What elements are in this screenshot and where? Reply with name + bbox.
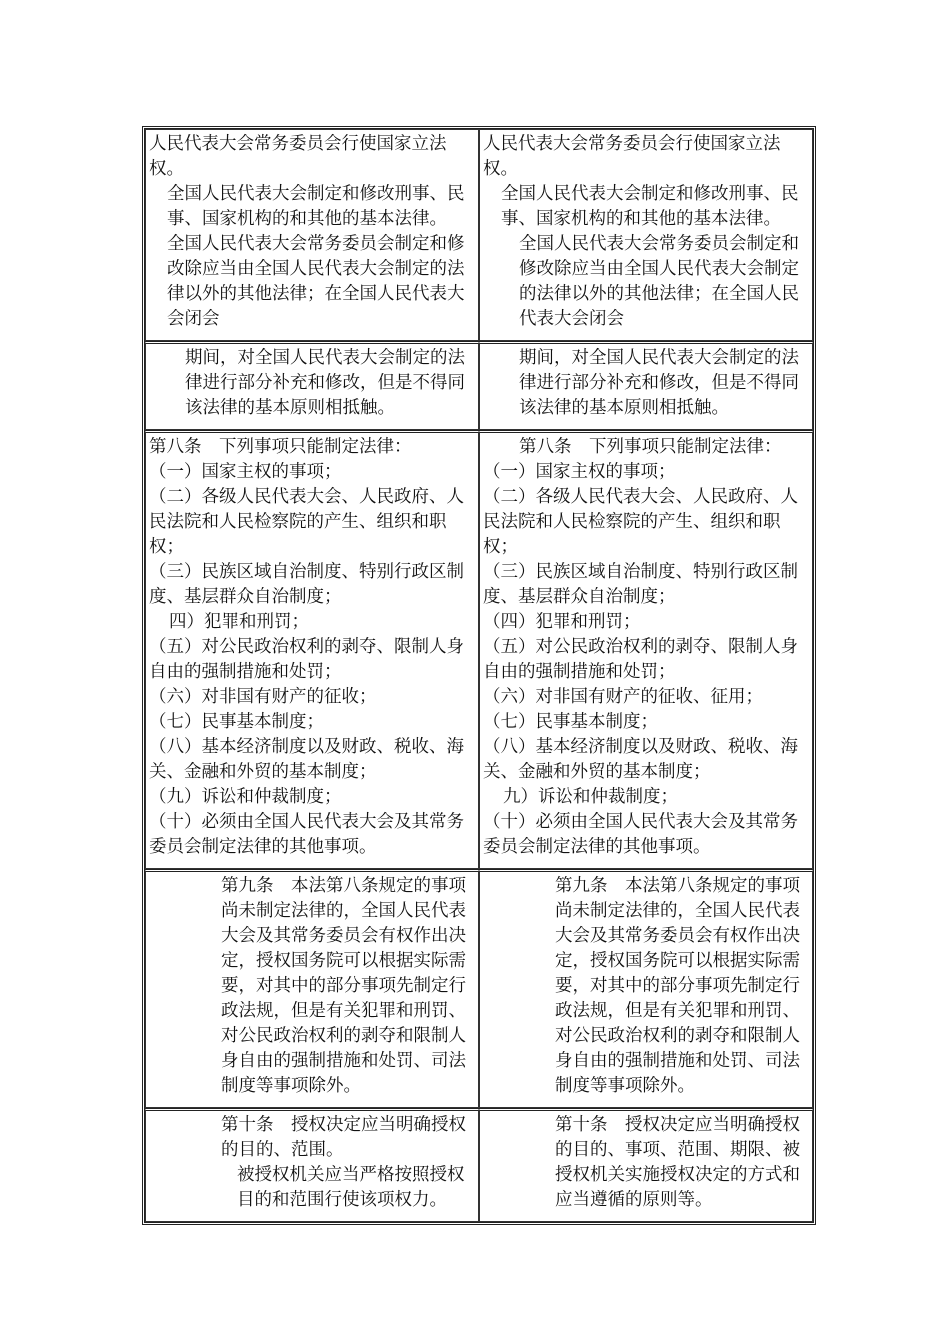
left-cell-article-8 (145, 430, 479, 869)
list-item: 九）诉讼和仲裁制度； (503, 787, 678, 807)
paragraph: 期间，对全国人民代表大会制定的法律进行部分补充和修改，但是不得同该法律的基本原则相抵触。 (185, 348, 465, 418)
list-item: 四）犯罪和刑罚； (169, 612, 309, 632)
paragraph: 第十条 授权决定应当明确授权的目的、事项、范围、期限、被授权机关实施授权决定的方式和应当遵循的原则等。 (555, 1115, 800, 1210)
paragraph: 被授权机关应当严格按照授权目的和范围行使该项权力。 (237, 1165, 465, 1210)
right-cell-article-9 (479, 869, 813, 1108)
right-cell-article-10 (479, 1108, 813, 1222)
left-cell-recess-period (145, 341, 479, 430)
list-item: （三）民族区域自治制度、特别行政区制度、基层群众自治制度； (483, 562, 798, 607)
list-item: （五）对公民政治权利的剥夺、限制人身自由的强制措施和处罚； (483, 637, 798, 682)
list-item: （四）犯罪和刑罚； (483, 612, 641, 632)
table-row (145, 869, 813, 1108)
list-item: （五）对公民政治权利的剥夺、限制人身自由的强制措施和处罚； (149, 637, 464, 682)
list-item: （六）对非国有财产的征收、征用； (483, 687, 763, 707)
list-item: （八）基本经济制度以及财政、税收、海关、金融和外贸的基本制度； (149, 737, 464, 782)
paragraph: 全国人民代表大会制定和修改刑事、民事、国家机构的和其他的基本法律。 (501, 184, 799, 229)
article-heading: 第八条 下列事项只能制定法律： (149, 437, 412, 457)
list-item: （八）基本经济制度以及财政、税收、海关、金融和外贸的基本制度； (483, 737, 798, 782)
law-comparison-table (142, 126, 816, 1225)
article-heading: 第八条 下列事项只能制定法律： (519, 437, 782, 457)
list-item: （十）必须由全国人民代表大会及其常务委员会制定法律的其他事项。 (483, 812, 798, 857)
list-item: （一）国家主权的事项； (483, 462, 676, 482)
table-row (145, 1108, 813, 1222)
list-item: （一）国家主权的事项； (149, 462, 342, 482)
left-cell-article-9 (145, 869, 479, 1108)
list-item: （七）民事基本制度； (149, 712, 324, 732)
table-row (145, 430, 813, 869)
list-item: （三）民族区域自治制度、特别行政区制度、基层群众自治制度； (149, 562, 464, 607)
list-item: （六）对非国有财产的征收； (149, 687, 377, 707)
list-item: （二）各级人民代表大会、人民政府、人民法院和人民检察院的产生、组织和职权； (483, 487, 798, 557)
law-comparison-table-container (142, 126, 808, 1225)
paragraph: 全国人民代表大会制定和修改刑事、民事、国家机构的和其他的基本法律。 (167, 184, 465, 229)
list-item: （九）诉讼和仲裁制度； (149, 787, 342, 807)
left-cell-legislative-power (145, 129, 479, 341)
right-cell-article-8 (479, 430, 813, 869)
right-cell-recess-period (479, 341, 813, 430)
paragraph: 全国人民代表大会常务委员会制定和修改除应当由全国人民代表大会制定的法律以外的其他法律；在全国人民代表大会闭会 (167, 234, 465, 329)
list-item: （二）各级人民代表大会、人民政府、人民法院和人民检察院的产生、组织和职权； (149, 487, 464, 557)
paragraph: 人民代表大会常务委员会行使国家立法权。 (483, 134, 781, 179)
list-item: （十）必须由全国人民代表大会及其常务委员会制定法律的其他事项。 (149, 812, 464, 857)
table-row (145, 129, 813, 341)
left-cell-article-10 (145, 1108, 479, 1222)
paragraph: 人民代表大会常务委员会行使国家立法权。 (149, 134, 447, 179)
paragraph: 第十条 授权决定应当明确授权的目的、范围。 (221, 1115, 466, 1160)
table-row (145, 341, 813, 430)
paragraph: 全国人民代表大会常务委员会制定和修改除应当由全国人民代表大会制定的法律以外的其他法律；在全国人民代表大会闭会 (519, 234, 799, 329)
list-item: （七）民事基本制度； (483, 712, 658, 732)
right-cell-legislative-power (479, 129, 813, 341)
paragraph: 第九条 本法第八条规定的事项尚未制定法律的，全国人民代表大会及其常务委员会有权作出决定，授权国务院可以根据实际需要，对其中的部分事项先制定行政法规，但是有关犯罪和刑罚、对公民政治权利的剥夺和限制人身自由的强制措施和处罚、司法制度等事项除外。 (221, 876, 466, 1096)
paragraph: 期间，对全国人民代表大会制定的法律进行部分补充和修改，但是不得同该法律的基本原则相抵触。 (519, 348, 799, 418)
paragraph: 第九条 本法第八条规定的事项尚未制定法律的，全国人民代表大会及其常务委员会有权作出决定，授权国务院可以根据实际需要，对其中的部分事项先制定行政法规，但是有关犯罪和刑罚、对公民政治权利的剥夺和限制人身自由的强制措施和处罚、司法制度等事项除外。 (555, 876, 800, 1096)
